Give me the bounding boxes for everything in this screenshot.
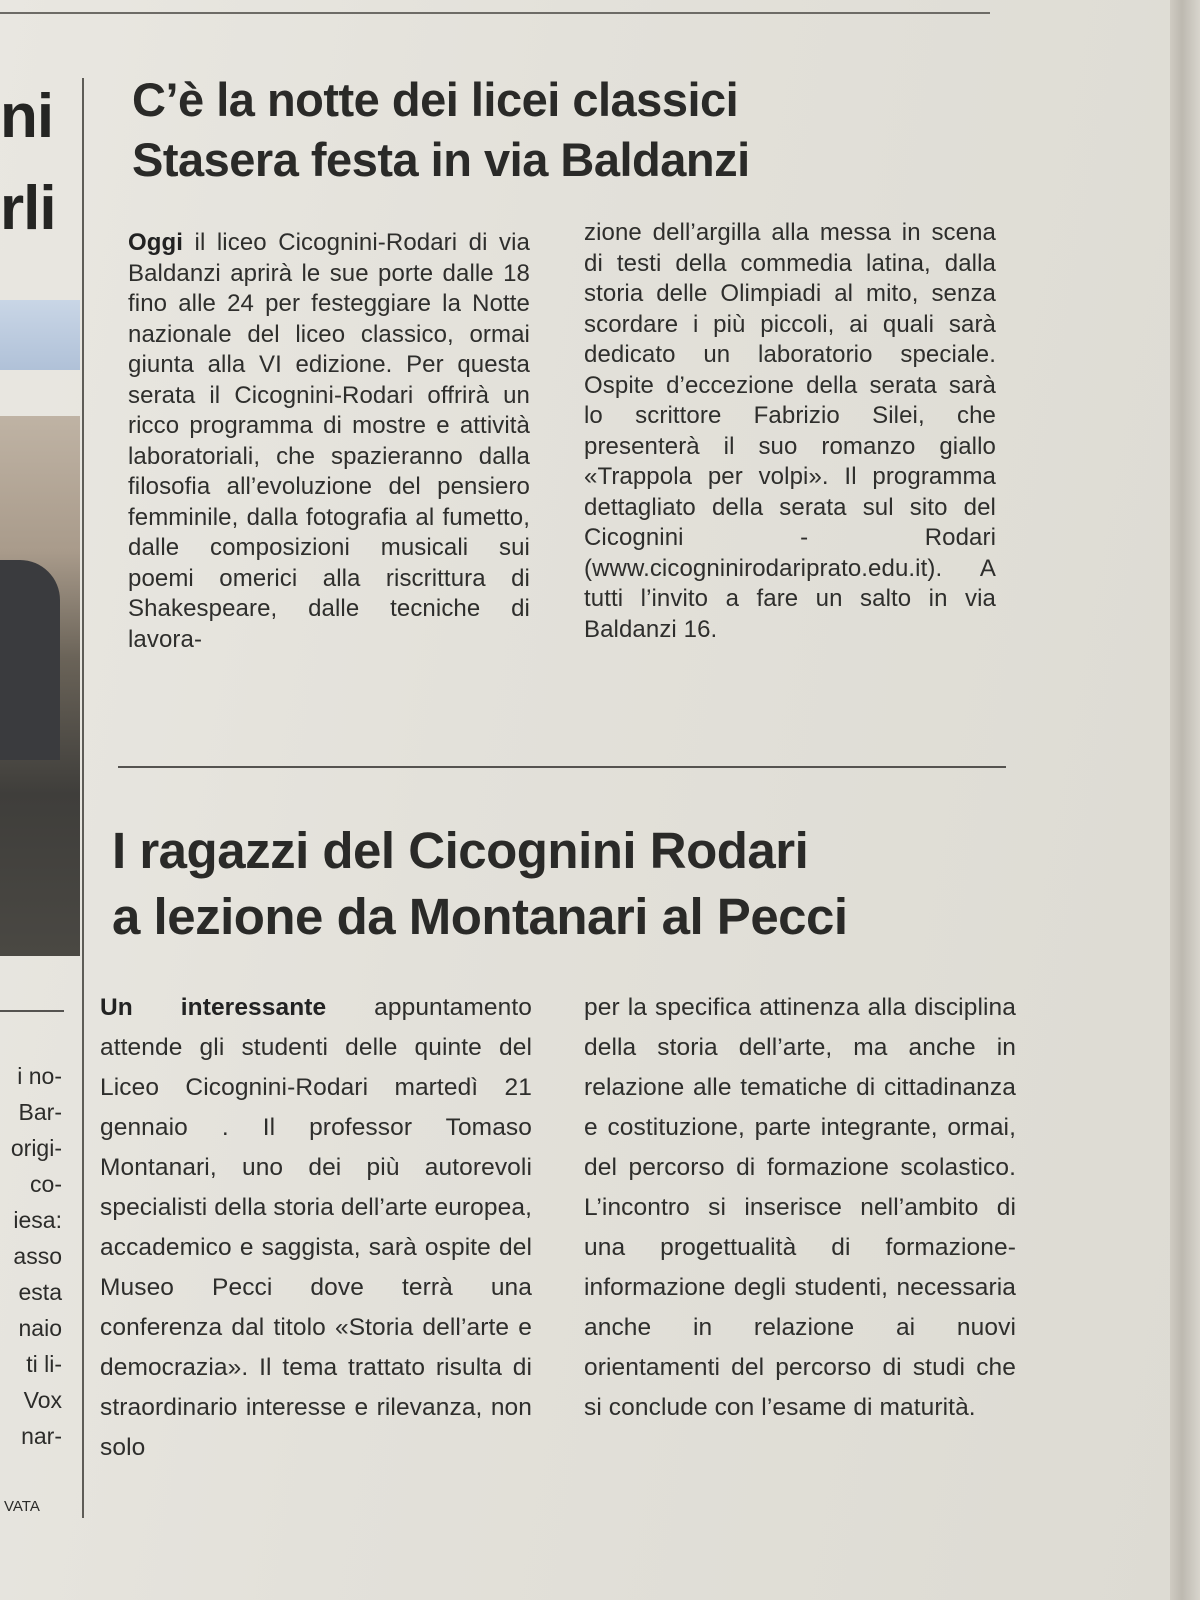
article1-body: il liceo Cicognini-Rodari di via Baldanzi aprirà le sue porte dalle 18 fino alle 24 per festeggiare la Notte nazionale del liceo classico, ormai giunta alla VI edizione. Per questa serata il Cicognini-Rodari offrirà un ricco programma di mostre e attività laboratoriali, che spazieranno dalla filosofia all’evoluzione del pensiero femminile, dalla fotografia al fumetto, dalle composizioni musicali sui poemi omerici alla riscrittura di Shakespeare, dalle tecniche di lavora- [128, 229, 530, 653]
side-headline-fragment: rli [0, 174, 56, 243]
side-text-fragment: naio [18, 1315, 62, 1341]
side-text-fragment: Vox [23, 1387, 62, 1413]
article2-headline [112, 818, 848, 950]
side-text-fragment: esta [18, 1279, 62, 1305]
side-text-fragment: origi- [10, 1135, 62, 1161]
article1-column-2 [584, 218, 996, 645]
article2-column-2 [584, 988, 1016, 1428]
article2-column-1 [100, 988, 532, 1468]
side-text-fragment: i no- [17, 1063, 62, 1089]
page-edge [1170, 0, 1200, 1600]
top-rule [0, 12, 990, 14]
article2-headline-line: a lezione da Montanari al Pecci [112, 888, 848, 945]
side-text-fragment: iesa: [13, 1207, 62, 1233]
article1-headline-line: Stasera festa in via Baldanzi [132, 133, 750, 186]
side-photo-figure [0, 560, 60, 760]
side-text-fragment: Bar- [18, 1099, 62, 1125]
article1-body: zione dell’argilla alla messa in scena di testi della commedia latina, dalla storia delle Olimpiadi al mito, senza scordare i più piccoli, ai quali sarà dedicato un laboratorio speciale. Ospite d’eccezione della serata sarà lo scrittore Fabrizio Silei, che presenterà il suo romanzo giallo «Trappola per volpi». Il programma dettagliato della serata sul sito del Cicognini - Rodari (www.cicogninirodariprato.edu.it). A tutti l’invito a fare un salto in via Baldanzi 16. [584, 219, 996, 643]
side-headline-fragment: ni [0, 82, 54, 151]
article2-body: per la specifica attinenza alla disciplina della storia dell’arte, ma anche in relazione alle tematiche di cittadinanza e costituzione, parte integrante, ormai, del percorso di formazione scolastico. L’incontro si inserisce nell’ambito di una progettualità di formazione-informazione degli studenti, necessaria anche in relazione ai nuovi orientamenti del percorso di studi che si conclude con l’esame di maturità. [584, 994, 1016, 1421]
photo-credit: VATA [4, 1498, 40, 1515]
side-text-fragment: co- [30, 1171, 62, 1197]
side-photo-top [0, 300, 80, 370]
side-text-fragment: ti li- [26, 1351, 62, 1377]
column-divider [82, 78, 84, 1518]
article2-lead: Un interessante [100, 994, 327, 1021]
side-column-rule [0, 1010, 64, 1012]
article1-headline-line: C’è la notte dei licei classici [132, 73, 739, 126]
article1-headline [132, 70, 750, 190]
side-text-fragment: nar- [21, 1423, 62, 1449]
article1-lead: Oggi [128, 229, 184, 256]
article2-body: appuntamento attende gli studenti delle quinte del Liceo Cicognini-Rodari martedì 21 gennaio . Il professor Tomaso Montanari, uno dei più autorevoli specialisti della storia dell’arte europea, accademico e saggista, sarà ospite del Museo Pecci dove terrà una conferenza dal titolo «Storia dell’arte e democrazia». Il tema trattato risulta di straordinario interesse e rilevanza, non solo [100, 994, 533, 1461]
side-text-fragment: asso [13, 1243, 62, 1269]
article-separator [118, 766, 1006, 768]
article1-column-1 [128, 228, 530, 655]
article2-headline-line: I ragazzi del Cicognini Rodari [112, 822, 809, 879]
